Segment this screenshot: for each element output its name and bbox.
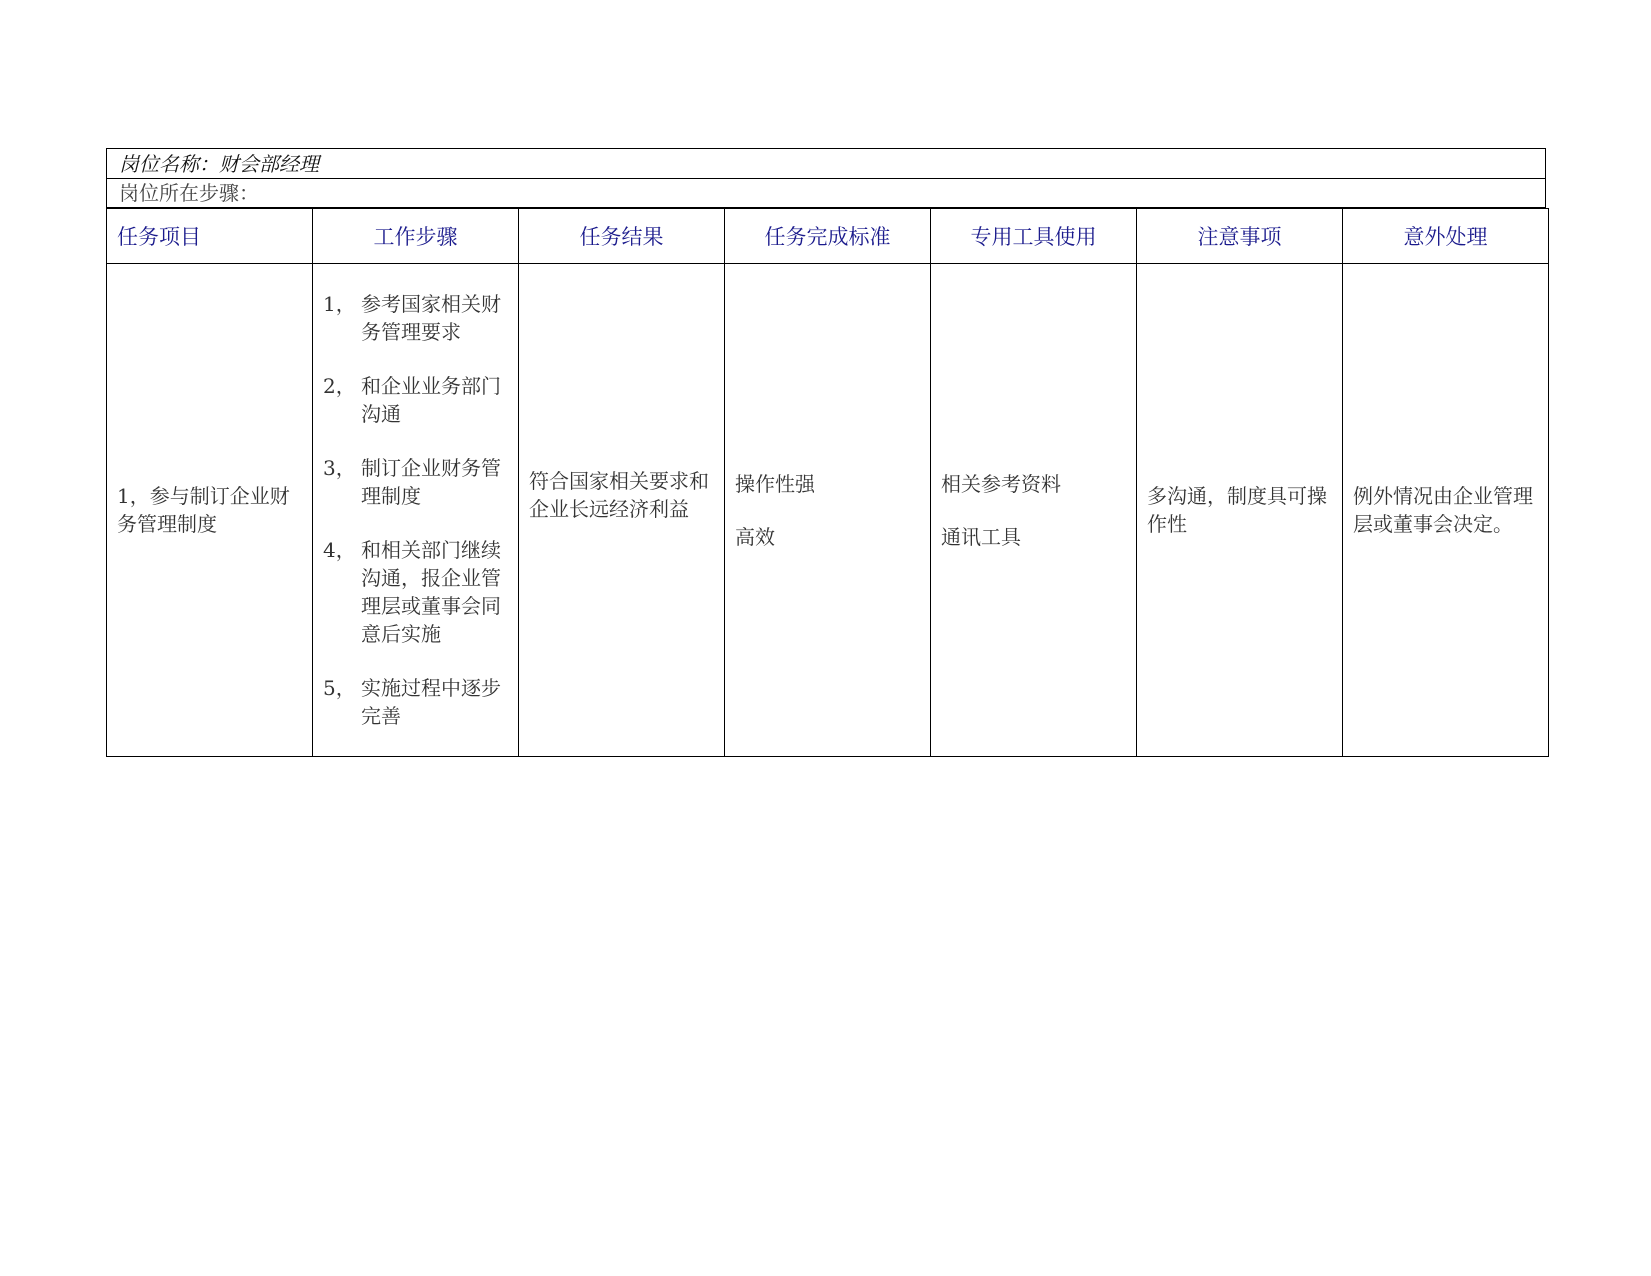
tool-item: 相关参考资料 bbox=[941, 471, 1061, 496]
step-number: 4， bbox=[323, 538, 356, 562]
header-task-item: 任务项目 bbox=[107, 209, 313, 264]
header-tools: 专用工具使用 bbox=[931, 209, 1137, 264]
header-exception-handling: 意外处理 bbox=[1343, 209, 1549, 264]
table-header-row bbox=[107, 209, 1549, 264]
job-description-document bbox=[106, 148, 1548, 757]
header-completion-standard: 任务完成标准 bbox=[725, 209, 931, 264]
standard-item: 操作性强 bbox=[735, 471, 815, 496]
task-table bbox=[106, 208, 1549, 757]
header-notes: 注意事项 bbox=[1137, 209, 1343, 264]
cell-notes bbox=[1137, 264, 1343, 757]
work-steps-list bbox=[323, 290, 508, 730]
list-item bbox=[323, 454, 508, 510]
step-text: 制订企业财务管理制度 bbox=[361, 456, 501, 508]
step-number: 1， bbox=[323, 292, 356, 316]
header-task-result: 任务结果 bbox=[519, 209, 725, 264]
task-item-text: 1，参与制订企业财务管理制度 bbox=[117, 484, 290, 536]
list-item bbox=[323, 536, 508, 648]
header-work-steps: 工作步骤 bbox=[313, 209, 519, 264]
cell-exception-handling bbox=[1343, 264, 1549, 757]
position-title: 岗位名称：财会部经理 bbox=[106, 148, 1546, 179]
step-text: 和相关部门继续沟通，报企业管理层或董事会同意后实施 bbox=[361, 538, 501, 646]
step-number: 2， bbox=[323, 374, 356, 398]
step-number: 3， bbox=[323, 456, 356, 480]
cell-task-item bbox=[107, 264, 313, 757]
list-item bbox=[323, 372, 508, 428]
cell-tools bbox=[931, 264, 1137, 757]
list-item bbox=[323, 674, 508, 730]
standard-item: 高效 bbox=[735, 524, 775, 549]
cell-completion-standard bbox=[725, 264, 931, 757]
cell-work-steps bbox=[313, 264, 519, 757]
step-text: 参考国家相关财务管理要求 bbox=[361, 292, 501, 344]
step-text: 和企业业务部门沟通 bbox=[361, 374, 501, 426]
table-row bbox=[107, 264, 1549, 757]
position-steps-label: 岗位所在步骤： bbox=[106, 179, 1546, 208]
list-item bbox=[323, 290, 508, 346]
task-result-text: 符合国家相关要求和企业长远经济利益 bbox=[529, 469, 709, 521]
tool-item: 通讯工具 bbox=[941, 524, 1021, 549]
notes-text: 多沟通，制度具可操作性 bbox=[1147, 484, 1327, 536]
exception-text: 例外情况由企业管理层或董事会决定。 bbox=[1353, 484, 1533, 536]
cell-task-result bbox=[519, 264, 725, 757]
step-number: 5， bbox=[323, 676, 356, 700]
step-text: 实施过程中逐步完善 bbox=[361, 676, 501, 728]
